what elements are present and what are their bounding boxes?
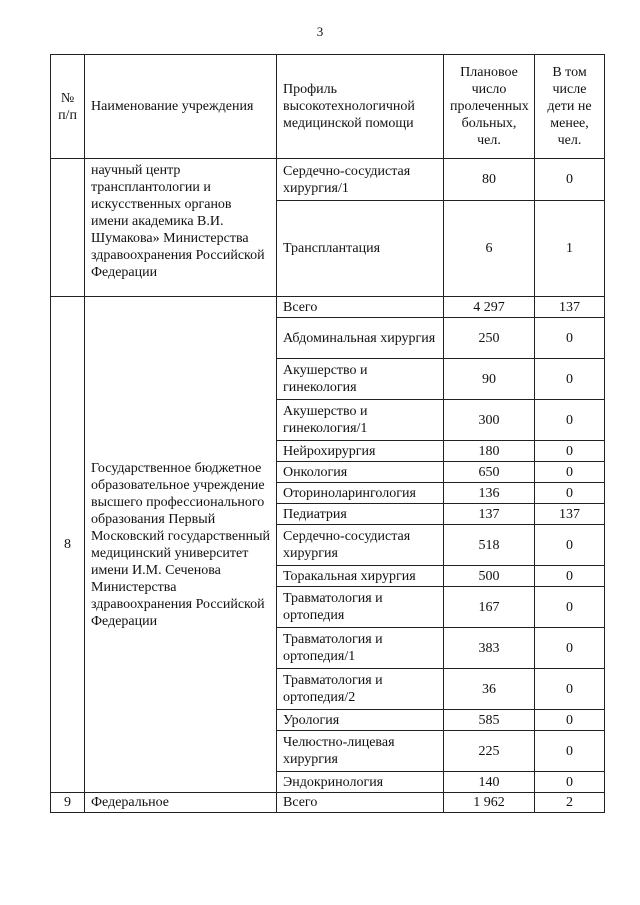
children-cell: 0 — [535, 772, 605, 793]
profile-cell: Акушерство и гинекология — [277, 359, 444, 400]
page-number: 3 — [316, 24, 324, 39]
header-profile: Профиль высокотехнологичной медицинской помощи — [277, 55, 444, 159]
profile-cell: Педиатрия — [277, 504, 444, 525]
plan-cell: 90 — [444, 359, 535, 400]
plan-cell: 137 — [444, 504, 535, 525]
children-cell: 0 — [535, 731, 605, 772]
children-cell: 137 — [535, 504, 605, 525]
profile-cell: Челюстно-лицевая хирургия — [277, 731, 444, 772]
institution-name-9: Федеральное — [85, 793, 277, 813]
children-cell: 0 — [535, 669, 605, 710]
children-cell: 0 — [535, 400, 605, 441]
row-num-9: 9 — [51, 793, 85, 813]
plan-cell: 140 — [444, 772, 535, 793]
profile-cell: Всего — [277, 793, 444, 813]
children-cell: 2 — [535, 793, 605, 813]
children-cell: 0 — [535, 628, 605, 669]
plan-cell: 136 — [444, 483, 535, 504]
profile-cell: Нейрохирургия — [277, 441, 444, 462]
children-cell: 0 — [535, 359, 605, 400]
children-cell: 0 — [535, 483, 605, 504]
profile-cell: Трансплантация — [277, 201, 444, 297]
table-row — [51, 297, 605, 318]
row-num-8: 8 — [51, 297, 85, 793]
table-row — [51, 159, 605, 201]
plan-cell: 383 — [444, 628, 535, 669]
profile-cell: Акушерство и гинекология/1 — [277, 400, 444, 441]
plan-cell: 6 — [444, 201, 535, 297]
profile-cell: Онкология — [277, 462, 444, 483]
children-cell: 0 — [535, 566, 605, 587]
children-cell: 0 — [535, 159, 605, 201]
profile-cell: Абдоминальная хирургия — [277, 318, 444, 359]
plan-cell: 250 — [444, 318, 535, 359]
children-cell: 0 — [535, 525, 605, 566]
plan-cell: 518 — [444, 525, 535, 566]
hitech-care-table — [50, 54, 605, 813]
plan-cell: 36 — [444, 669, 535, 710]
plan-cell: 1 962 — [444, 793, 535, 813]
institution-name-8: Государственное бюджетное образовательное учреждение высшего профессионального образования Первый Московский государственный медицинский университет имени И.М. Сеченова Министерства здравоохранения Российской Федерации — [85, 297, 277, 793]
children-cell: 137 — [535, 297, 605, 318]
children-cell: 0 — [535, 710, 605, 731]
plan-cell: 80 — [444, 159, 535, 201]
plan-cell: 167 — [444, 587, 535, 628]
header-institution-name: Наименование учреждения — [85, 55, 277, 159]
header-num: № п/п — [51, 55, 85, 159]
table-header-row — [51, 55, 605, 159]
profile-cell: Травматология и ортопедия — [277, 587, 444, 628]
plan-cell: 650 — [444, 462, 535, 483]
profile-cell: Сердечно-сосудистая хирургия/1 — [277, 159, 444, 201]
header-planned-patients: Плановое число пролеченных больных, чел. — [444, 55, 535, 159]
profile-cell: Торакальная хирургия — [277, 566, 444, 587]
children-cell: 1 — [535, 201, 605, 297]
profile-cell: Травматология и ортопедия/2 — [277, 669, 444, 710]
plan-cell: 180 — [444, 441, 535, 462]
plan-cell: 500 — [444, 566, 535, 587]
profile-cell: Урология — [277, 710, 444, 731]
plan-cell: 300 — [444, 400, 535, 441]
children-cell: 0 — [535, 587, 605, 628]
profile-cell: Оториноларингология — [277, 483, 444, 504]
profile-cell: Травматология и ортопедия/1 — [277, 628, 444, 669]
children-cell: 0 — [535, 441, 605, 462]
row-num-empty — [51, 159, 85, 297]
plan-cell: 4 297 — [444, 297, 535, 318]
profile-cell: Эндокринология — [277, 772, 444, 793]
header-children: В том числе дети не менее, чел. — [535, 55, 605, 159]
table-row — [51, 793, 605, 813]
plan-cell: 225 — [444, 731, 535, 772]
children-cell: 0 — [535, 318, 605, 359]
children-cell: 0 — [535, 462, 605, 483]
profile-cell: Сердечно-сосудистая хирургия — [277, 525, 444, 566]
institution-name-cont: научный центр трансплантологии и искусственных органов имени академика В.И. Шумакова» Министерства здравоохранения Российской Федерации — [85, 159, 277, 297]
profile-cell: Всего — [277, 297, 444, 318]
plan-cell: 585 — [444, 710, 535, 731]
